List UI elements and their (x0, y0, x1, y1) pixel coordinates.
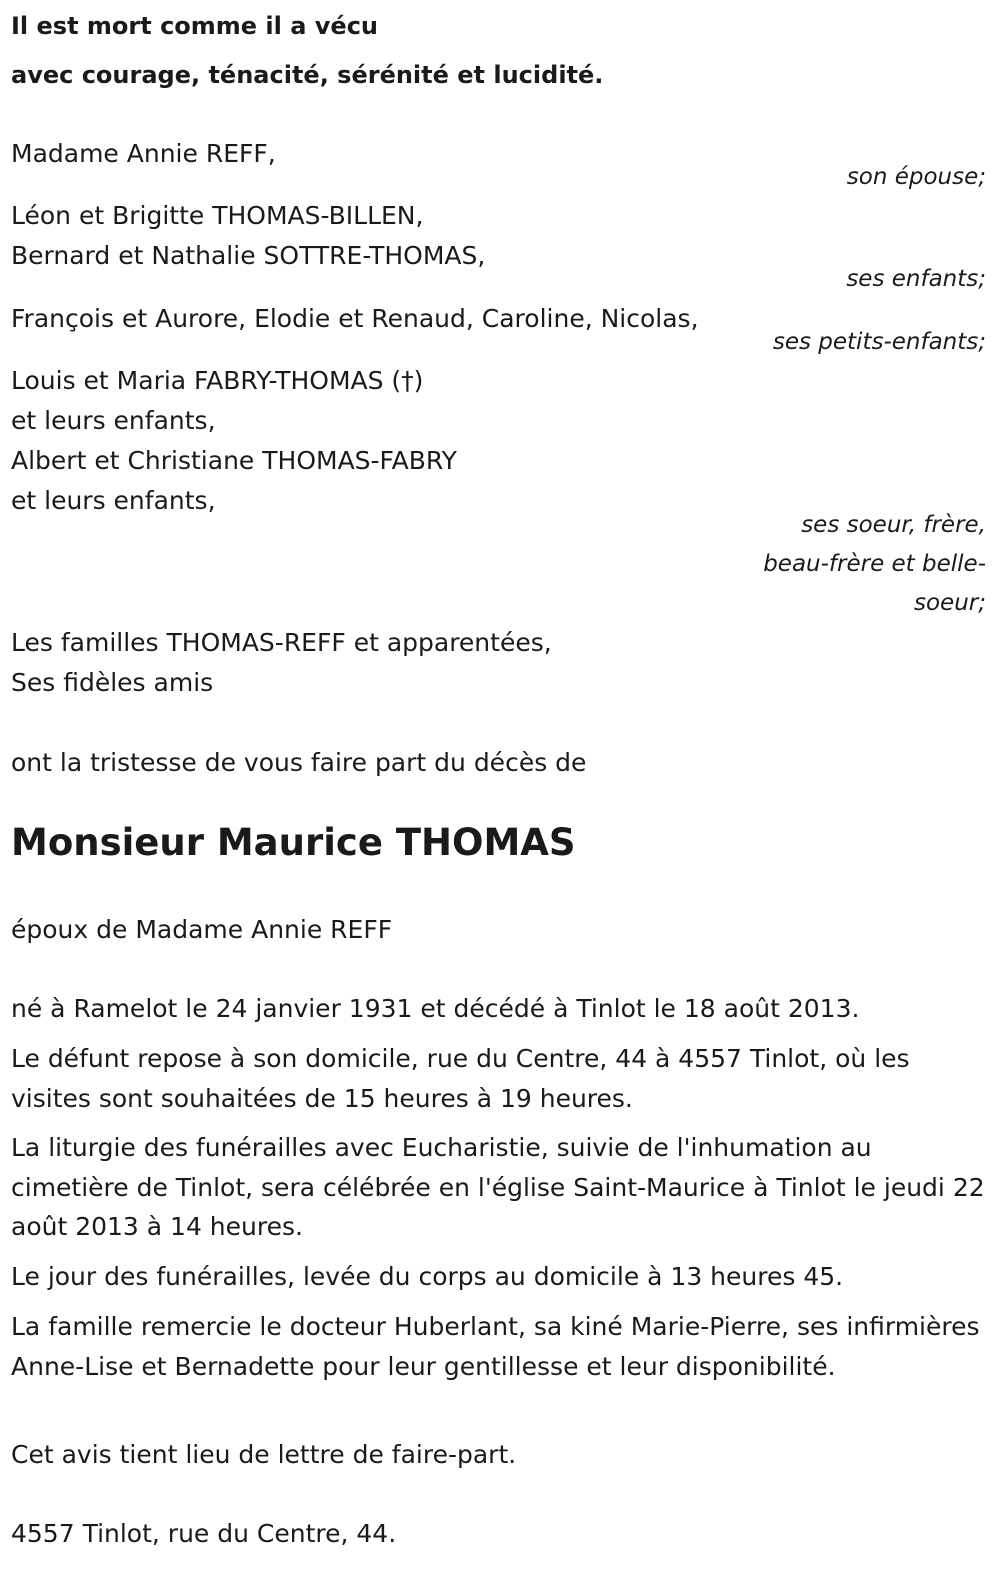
epigraph-line-1: Il est mort comme il a vécu (11, 12, 379, 40)
spouse-of-text: époux de Madame Annie REFF (11, 915, 393, 944)
birth-death-dates: né à Ramelot le 24 janvier 1931 et décédé à Tinlot le 18 août 2013. (11, 994, 860, 1023)
spouse-name: Madame Annie REFF, (11, 139, 276, 168)
sibling-line-1: Louis et Maria FABRY-THOMAS (†) (11, 366, 424, 395)
funeral-liturgy-details: La liturgie des funérailles avec Eucharistie, suivie de l'inhumation au cimetière de Tinlot, sera célébrée en l'église Saint-Maurice à Tinlot le jeudi 22 août 2013 à 14 heures. (11, 1133, 985, 1241)
child-line-1: Léon et Brigitte THOMAS-BILLEN, (11, 201, 424, 230)
grandchildren-relation: ses petits-enfants; (772, 329, 986, 355)
child-line-2: Bernard et Nathalie SOTTRE-THOMAS, (11, 241, 486, 270)
sibling-line-2: et leurs enfants, (11, 406, 216, 435)
announcement-text: ont la tristesse de vous faire part du décès de (11, 748, 587, 777)
siblings-relation-line-1: ses soeur, frère, (801, 512, 986, 538)
families-line: Les familles THOMAS-REFF et apparentées, (11, 628, 552, 657)
family-address: 4557 Tinlot, rue du Centre, 44. (11, 1519, 397, 1548)
visitation-details: Le défunt repose à son domicile, rue du Centre, 44 à 4557 Tinlot, où les visites sont souhaitées de 15 heures à 19 heures. (11, 1044, 910, 1113)
children-relation: ses enfants; (846, 266, 986, 292)
siblings-relation-line-2: beau-frère et belle- (763, 551, 986, 577)
notice-statement: Cet avis tient lieu de lettre de faire-part. (11, 1440, 517, 1469)
spouse-relation: son épouse; (846, 164, 986, 190)
siblings-relation-line-3: soeur; (914, 590, 986, 616)
friends-line: Ses fidèles amis (11, 668, 214, 697)
acknowledgements: La famille remercie le docteur Huberlant, sa kiné Marie-Pierre, ses infirmières Anne-Lise et Bernadette pour leur gentillesse et leur disponibilité. (11, 1312, 980, 1381)
deceased-name: Monsieur Maurice THOMAS (11, 821, 576, 864)
procession-details: Le jour des funérailles, levée du corps au domicile à 13 heures 45. (11, 1262, 844, 1291)
grandchildren-names: François et Aurore, Elodie et Renaud, Caroline, Nicolas, (11, 304, 699, 333)
sibling-line-3: Albert et Christiane THOMAS-FABRY (11, 446, 457, 475)
sibling-line-4: et leurs enfants, (11, 486, 216, 515)
epigraph-line-2: avec courage, ténacité, sérénité et lucidité. (11, 61, 604, 89)
